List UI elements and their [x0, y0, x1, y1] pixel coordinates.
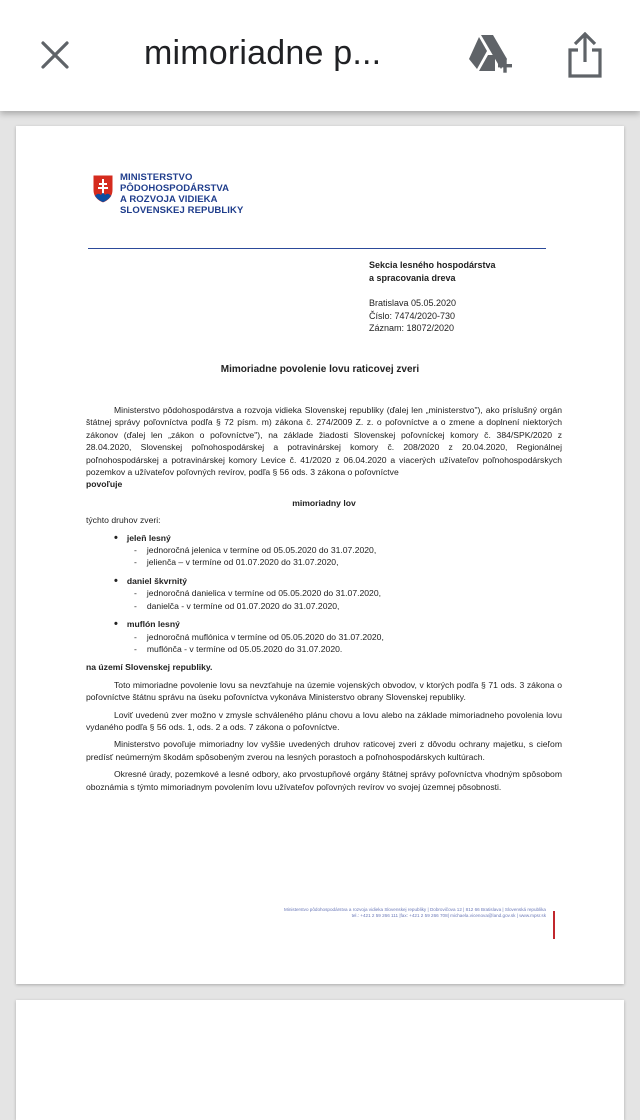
- paragraph: Loviť uvedenú zver možno v zmysle schváleného plánu chovu a lovu alebo na základe mimoriadneho povolenia lovu vydaného podľa § 56 ods. 1, ods. 2 a ods. 7 zákona o poľovníctve.: [86, 709, 562, 732]
- logo-line: A ROZVOJA VIDIEKA: [120, 194, 218, 205]
- species-name: • daniel škvrnitý: [114, 575, 562, 587]
- next-document-page: [16, 1000, 624, 1120]
- share-icon: [567, 32, 603, 78]
- logo-line: SLOVENSKEJ REPUBLIKY: [120, 205, 244, 216]
- species-term: - muflónča - v termíne od 05.05.2020 do 31.07.2020.: [134, 643, 562, 655]
- footer-line: tel.: +421 2 59 266 111 |fax: +421 2 59 266 708| michaela.vicenova@land.gov.sk | www.mpsr.sk: [351, 913, 546, 918]
- list-item: [114, 618, 562, 655]
- intro-paragraph: Ministerstvo pôdohospodárstva a rozvoja vidieka Slovenskej republiky (ďalej len „ministerstvo"), ako príslušný orgán štátnej správy poľovníctva podľa § 72 písm. m) zákona č. 274/2009 Z. z. o poľovníctve a o zmene a doplnení niektorých zákonov (ďalej len „zákon o poľovníctve"), na základe žiadosti Slovenskej poľovníckej komory č. 384/SPK/2020 z 28.04.2020, Slovenskej poľnohospodárskej a potravinárskej komory č. 208/2020 z 20.04.2020, Regionálnej poľnohospodárskej a potravinárskej komory Levice č. 41/2020 z 06.04.2020 a viacerých užívateľov poľnohospodárskych pozemkov a užívateľov poľovných revírov, podľa § 56 ods. 3 zákona o poľovníctve: [86, 405, 562, 478]
- viewer-toolbar: [0, 0, 640, 111]
- footer-accent-bar: [553, 911, 555, 939]
- species-term: - jednoročná muflónica v termíne od 05.05.2020 do 31.07.2020,: [134, 631, 562, 643]
- mimoriadny-lov-heading: mimoriadny lov: [292, 497, 356, 508]
- list-item: [114, 532, 562, 569]
- add-to-drive-button[interactable]: [462, 30, 516, 80]
- document-title: Mimoriadne povolenie lovu raticovej zveri: [220, 364, 420, 375]
- paragraph: Ministerstvo povoľuje mimoriadny lov vyššie uvedených druhov raticovej zveri z dôvodu ochrany majetku, s cieľom predísť neúmerným škodám spôsobeným zverou na lesných porastoch a poľnohospodárskych kultúrach.: [86, 739, 562, 762]
- species-term: - jednoročná danielica v termíne od 05.05.2020 do 31.07.2020,: [134, 587, 562, 599]
- paragraph: Toto mimoriadne povolenie lovu sa nevzťahuje na územie vojenských obvodov, v ktorých podľa § 71 ods. 3 zákona o poľovníctve štátnu správu na úseku poľovníctva vykonáva Ministerstvo obrany Slovenskej republiky.: [86, 679, 562, 703]
- species-name: • jeleň lesný: [114, 532, 562, 544]
- close-button[interactable]: [30, 30, 80, 80]
- sender-block: [369, 259, 569, 335]
- share-button[interactable]: [560, 28, 610, 82]
- document-body: [86, 404, 562, 798]
- species-term: - danielča - v termíne od 01.07.2020 do 31.07.2020,: [134, 600, 562, 612]
- file-title: mimoriadne p...: [144, 34, 382, 72]
- ministry-logo: [92, 172, 243, 216]
- territory-text: na území Slovenskej republiky.: [86, 662, 213, 673]
- species-list: [114, 532, 562, 656]
- species-intro: týchto druhov zveri:: [86, 515, 161, 526]
- section-name: Sekcia lesného hospodárstva: [369, 260, 496, 270]
- logo-line: PÔDOHOSPODÁRSTVA: [120, 183, 230, 194]
- slovak-coat-of-arms-icon: [92, 174, 114, 204]
- record-line: Záznam: 18072/2020: [369, 323, 455, 333]
- section-name: a spracovania dreva: [369, 272, 456, 283]
- close-icon: [40, 40, 70, 70]
- species-name: • muflón lesný: [114, 618, 562, 630]
- document-page: [16, 126, 624, 984]
- number-line: Číslo: 7474/2020-730: [369, 310, 456, 321]
- species-term: - jednoročná jelenica v termíne od 05.05.2020 do 31.07.2020,: [134, 544, 562, 556]
- page-footer: [196, 907, 546, 919]
- add-to-drive-icon: [465, 33, 513, 77]
- header-divider: [88, 248, 546, 249]
- species-term: - jelienča – v termíne od 01.07.2020 do 31.07.2020,: [134, 556, 562, 568]
- date-line: Bratislava 05.05.2020: [369, 298, 457, 308]
- povoluje-text: povoľuje: [86, 479, 123, 490]
- footer-line: Ministerstvo pôdohospodárstva a rozvoja vidieka Slovenskej republiky | Dobrovičova 12 | 812 66 Bratislava | Slovenská republika: [284, 907, 546, 912]
- logo-line: MINISTERSTVO: [120, 172, 193, 183]
- list-item: [114, 575, 562, 612]
- paragraph: Okresné úrady, pozemkové a lesné odbory, ako prvostupňové orgány štátnej správy poľovníctva vhodným spôsobom oboznámia s týmto mimoriadnym povolením lovu užívateľov poľovných revírov vo svojej územnej pôsobnosti.: [86, 769, 562, 792]
